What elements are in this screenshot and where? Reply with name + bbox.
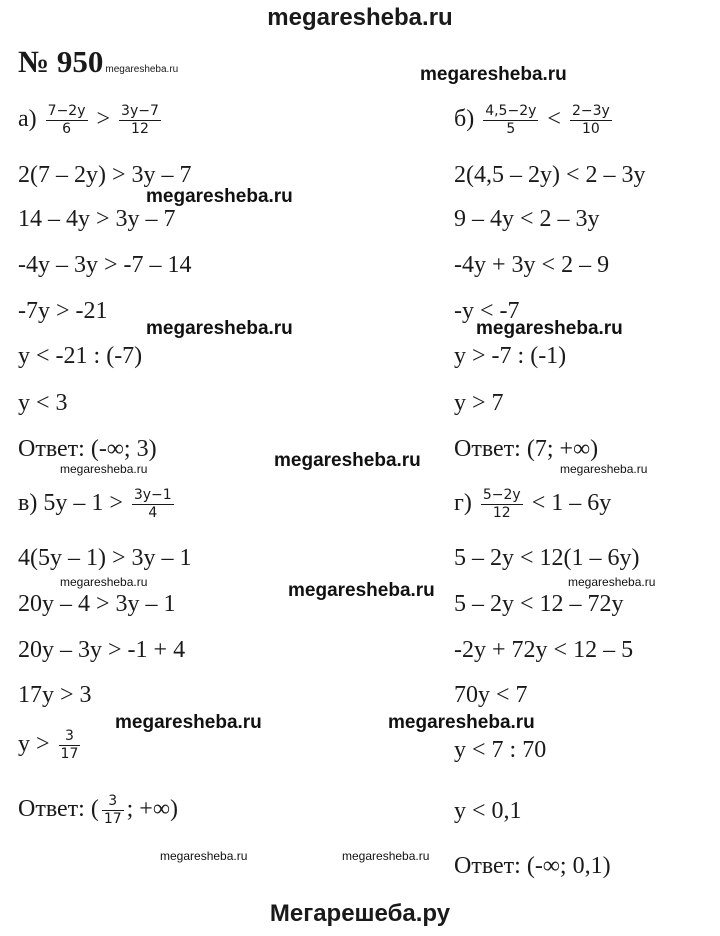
step: 20y – 4 > 3y – 1 — [18, 591, 176, 617]
step: 9 – 4y < 2 – 3y — [454, 206, 600, 232]
part-b-header — [454, 103, 615, 138]
answer: Ответ: ( $\frac{3}{17}$ ; +∞) — [18, 793, 178, 827]
step: -4y + 3y < 2 – 9 — [454, 252, 610, 278]
step: 14 – 4y > 3y – 7 — [18, 206, 176, 232]
watermark: megaresheba.ru — [288, 580, 435, 601]
step: y < 7 : 70 — [454, 737, 547, 763]
step: y > -7 : (-1) — [454, 343, 567, 369]
step: 70y < 7 — [454, 682, 528, 708]
step: 5 – 2y < 12(1 – 6y) — [454, 545, 640, 571]
part-v-header — [18, 487, 177, 522]
watermark: megaresheba.ru — [115, 712, 262, 733]
watermark-small: megaresheba.ru — [160, 849, 248, 863]
watermark: megaresheba.ru — [274, 450, 421, 471]
result: y > $\frac{3}{17}$ — [18, 728, 79, 762]
part-g-header: г) $\frac{5-2y}{12}$ < 1 – 6y — [454, 487, 612, 521]
watermark-small: megaresheba.ru — [568, 575, 656, 589]
inline-watermark: megaresheba.ru — [105, 64, 179, 75]
watermark-small: megaresheba.ru — [342, 849, 430, 863]
step: 20y – 3y > -1 + 4 — [18, 637, 186, 663]
watermark: megaresheba.ru — [476, 318, 623, 339]
watermark-small: megaresheba.ru — [60, 462, 148, 476]
operator: > — [96, 106, 111, 133]
step: y < -21 : (-7) — [18, 343, 143, 369]
step: 5 – 2y < 12 – 72y — [454, 591, 624, 617]
step: y < 0,1 — [454, 798, 522, 824]
part-g-label: г) — [454, 490, 472, 517]
part-a-header — [18, 103, 164, 138]
watermark: megaresheba.ru — [146, 186, 293, 207]
part-b-label: б) — [454, 106, 475, 133]
fraction: $\frac{2-3y}{10}$ — [571, 103, 610, 137]
answer: Ответ: (-∞; 0,1) — [454, 853, 611, 879]
fraction: $\frac{4,5-2y}{5}$ — [485, 103, 537, 137]
operator: < — [547, 106, 561, 133]
step: 2(7 – 2y) > 3y – 7 — [18, 162, 192, 188]
fraction: $\frac{7-2y}{6}$ — [47, 103, 86, 137]
problem-number: № 950 megaresheba.ru — [18, 44, 179, 79]
step: 2(4,5 – 2y) < 2 – 3y — [454, 162, 646, 188]
fraction: $\frac{3y-7}{12}$ — [121, 103, 159, 137]
fraction: $\frac{3y-1}{4}$ — [133, 487, 172, 521]
step: y > 7 — [454, 390, 504, 416]
watermark: megaresheba.ru — [420, 64, 567, 85]
answer: Ответ: (7; +∞) — [454, 436, 599, 462]
watermark-small: megaresheba.ru — [560, 462, 648, 476]
step: y < 3 — [18, 390, 68, 416]
step: -2y + 72y < 12 – 5 — [454, 637, 634, 663]
watermark: megaresheba.ru — [388, 712, 535, 733]
step: -4y – 3y > -7 – 14 — [18, 252, 192, 278]
fraction: $\frac{5-2y}{12}$ — [482, 487, 521, 521]
site-footer: Мегарешеба.ру — [269, 900, 451, 927]
fraction: $\frac{3}{17}$ — [103, 793, 122, 827]
site-header: megaresheba.ru — [267, 4, 453, 31]
step: -y < -7 — [454, 298, 520, 324]
step: 17y > 3 — [18, 682, 92, 708]
answer: Ответ: (-∞; 3) — [18, 436, 157, 462]
watermark-small: megaresheba.ru — [60, 575, 148, 589]
part-v-label: в) 5y – 1 > — [18, 490, 123, 517]
step: 4(5y – 1) > 3y – 1 — [18, 545, 192, 571]
watermark: megaresheba.ru — [146, 318, 293, 339]
fraction: $\frac{3}{17}$ — [60, 728, 79, 762]
part-a-label: а) — [18, 106, 37, 133]
step: -7y > -21 — [18, 298, 108, 324]
